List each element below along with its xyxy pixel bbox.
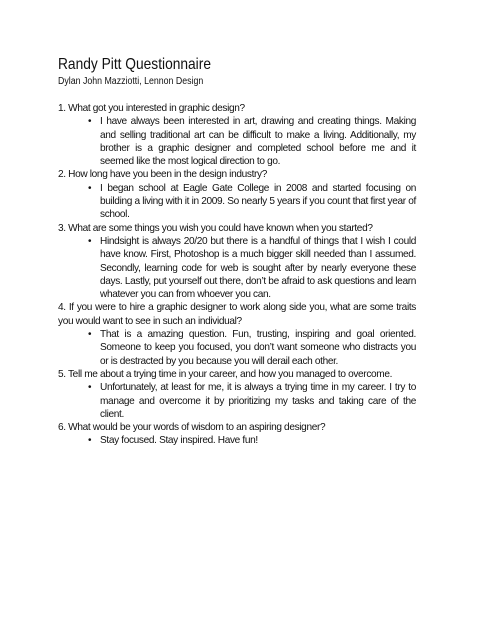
question-text: 1. What got you interested in graphic design? (58, 103, 245, 114)
answer-text: Hindsight is always 20/20 but there is a handful of things that I wish I could have know. First, Photoshop is a much bigger skill needed than I assumed. Secondly, learning code for web is sought after by nearly everyone these days. Lastly, put yourself out there, don’t be afraid to ask questions and learn whatever you can from whoever you can. (100, 235, 416, 301)
answer-text: Stay focused. Stay inspired. Have fun! (100, 435, 258, 447)
document-title: Randy Pitt Questionnaire (58, 56, 211, 73)
document-subtitle: Dylan John Mazziotti, Lennon Design (58, 76, 204, 87)
answer-item (88, 115, 416, 168)
document-page (58, 55, 416, 448)
question-text: 2. How long have you been in the design industry? (58, 169, 267, 181)
bullet-icon: • (88, 435, 92, 447)
answer-text: I began school at Eagle Gate College in 2008 and started focusing on building a living with it in 2009. So nearly 5 years if you count that first year of school. (100, 182, 416, 221)
answer-item (88, 182, 416, 222)
answer-item (88, 328, 416, 368)
answer-list (58, 235, 416, 301)
question-text: 3. What are some things you wish you could have known when you started? (58, 222, 373, 234)
answer-list (58, 434, 416, 447)
bullet-icon: • (88, 382, 92, 394)
question-text: 5. Tell me about a trying time in your career, and how you managed to overcome. (58, 368, 393, 380)
question-list (58, 102, 416, 448)
answer-text: I have always been interested in art, drawing and creating things. Making and selling traditional art can be difficult to make a living. Additionally, my brother is a graphic designer and completed school before me and it seemed like the most logical direction to go. (100, 116, 416, 168)
answer-item (88, 235, 416, 301)
bullet-icon: • (88, 329, 92, 341)
answer-list (58, 328, 416, 368)
answer-list (58, 182, 416, 222)
answer-text: Unfortunately, at least for me, it is always a trying time in my career. I try to manage and overcome it by prioritizing my tasks and taking care of the client. (100, 382, 416, 420)
question-text: 6. What would be your words of wisdom to an aspiring designer? (58, 422, 326, 434)
question-item (58, 168, 416, 221)
question-item (58, 421, 416, 448)
answer-list (58, 381, 416, 421)
answer-item (88, 381, 416, 421)
bullet-icon: • (88, 116, 92, 128)
answer-text: That is a amazing question. Fun, trusting, inspiring and goal oriented. Someone to keep you focused, you don’t want someone who distracts you or is destracted by you because you will derail each other. (100, 329, 416, 367)
bullet-icon: • (88, 182, 92, 194)
question-item (58, 222, 416, 302)
question-item (58, 301, 416, 367)
question-item (58, 368, 416, 421)
answer-item (88, 434, 416, 447)
question-item (58, 102, 416, 168)
answer-list (58, 115, 416, 168)
question-text: 4. If you were to hire a graphic designer to work along side you, what are some traits you would want to see in such an individual? (58, 302, 416, 327)
bullet-icon: • (88, 235, 92, 247)
